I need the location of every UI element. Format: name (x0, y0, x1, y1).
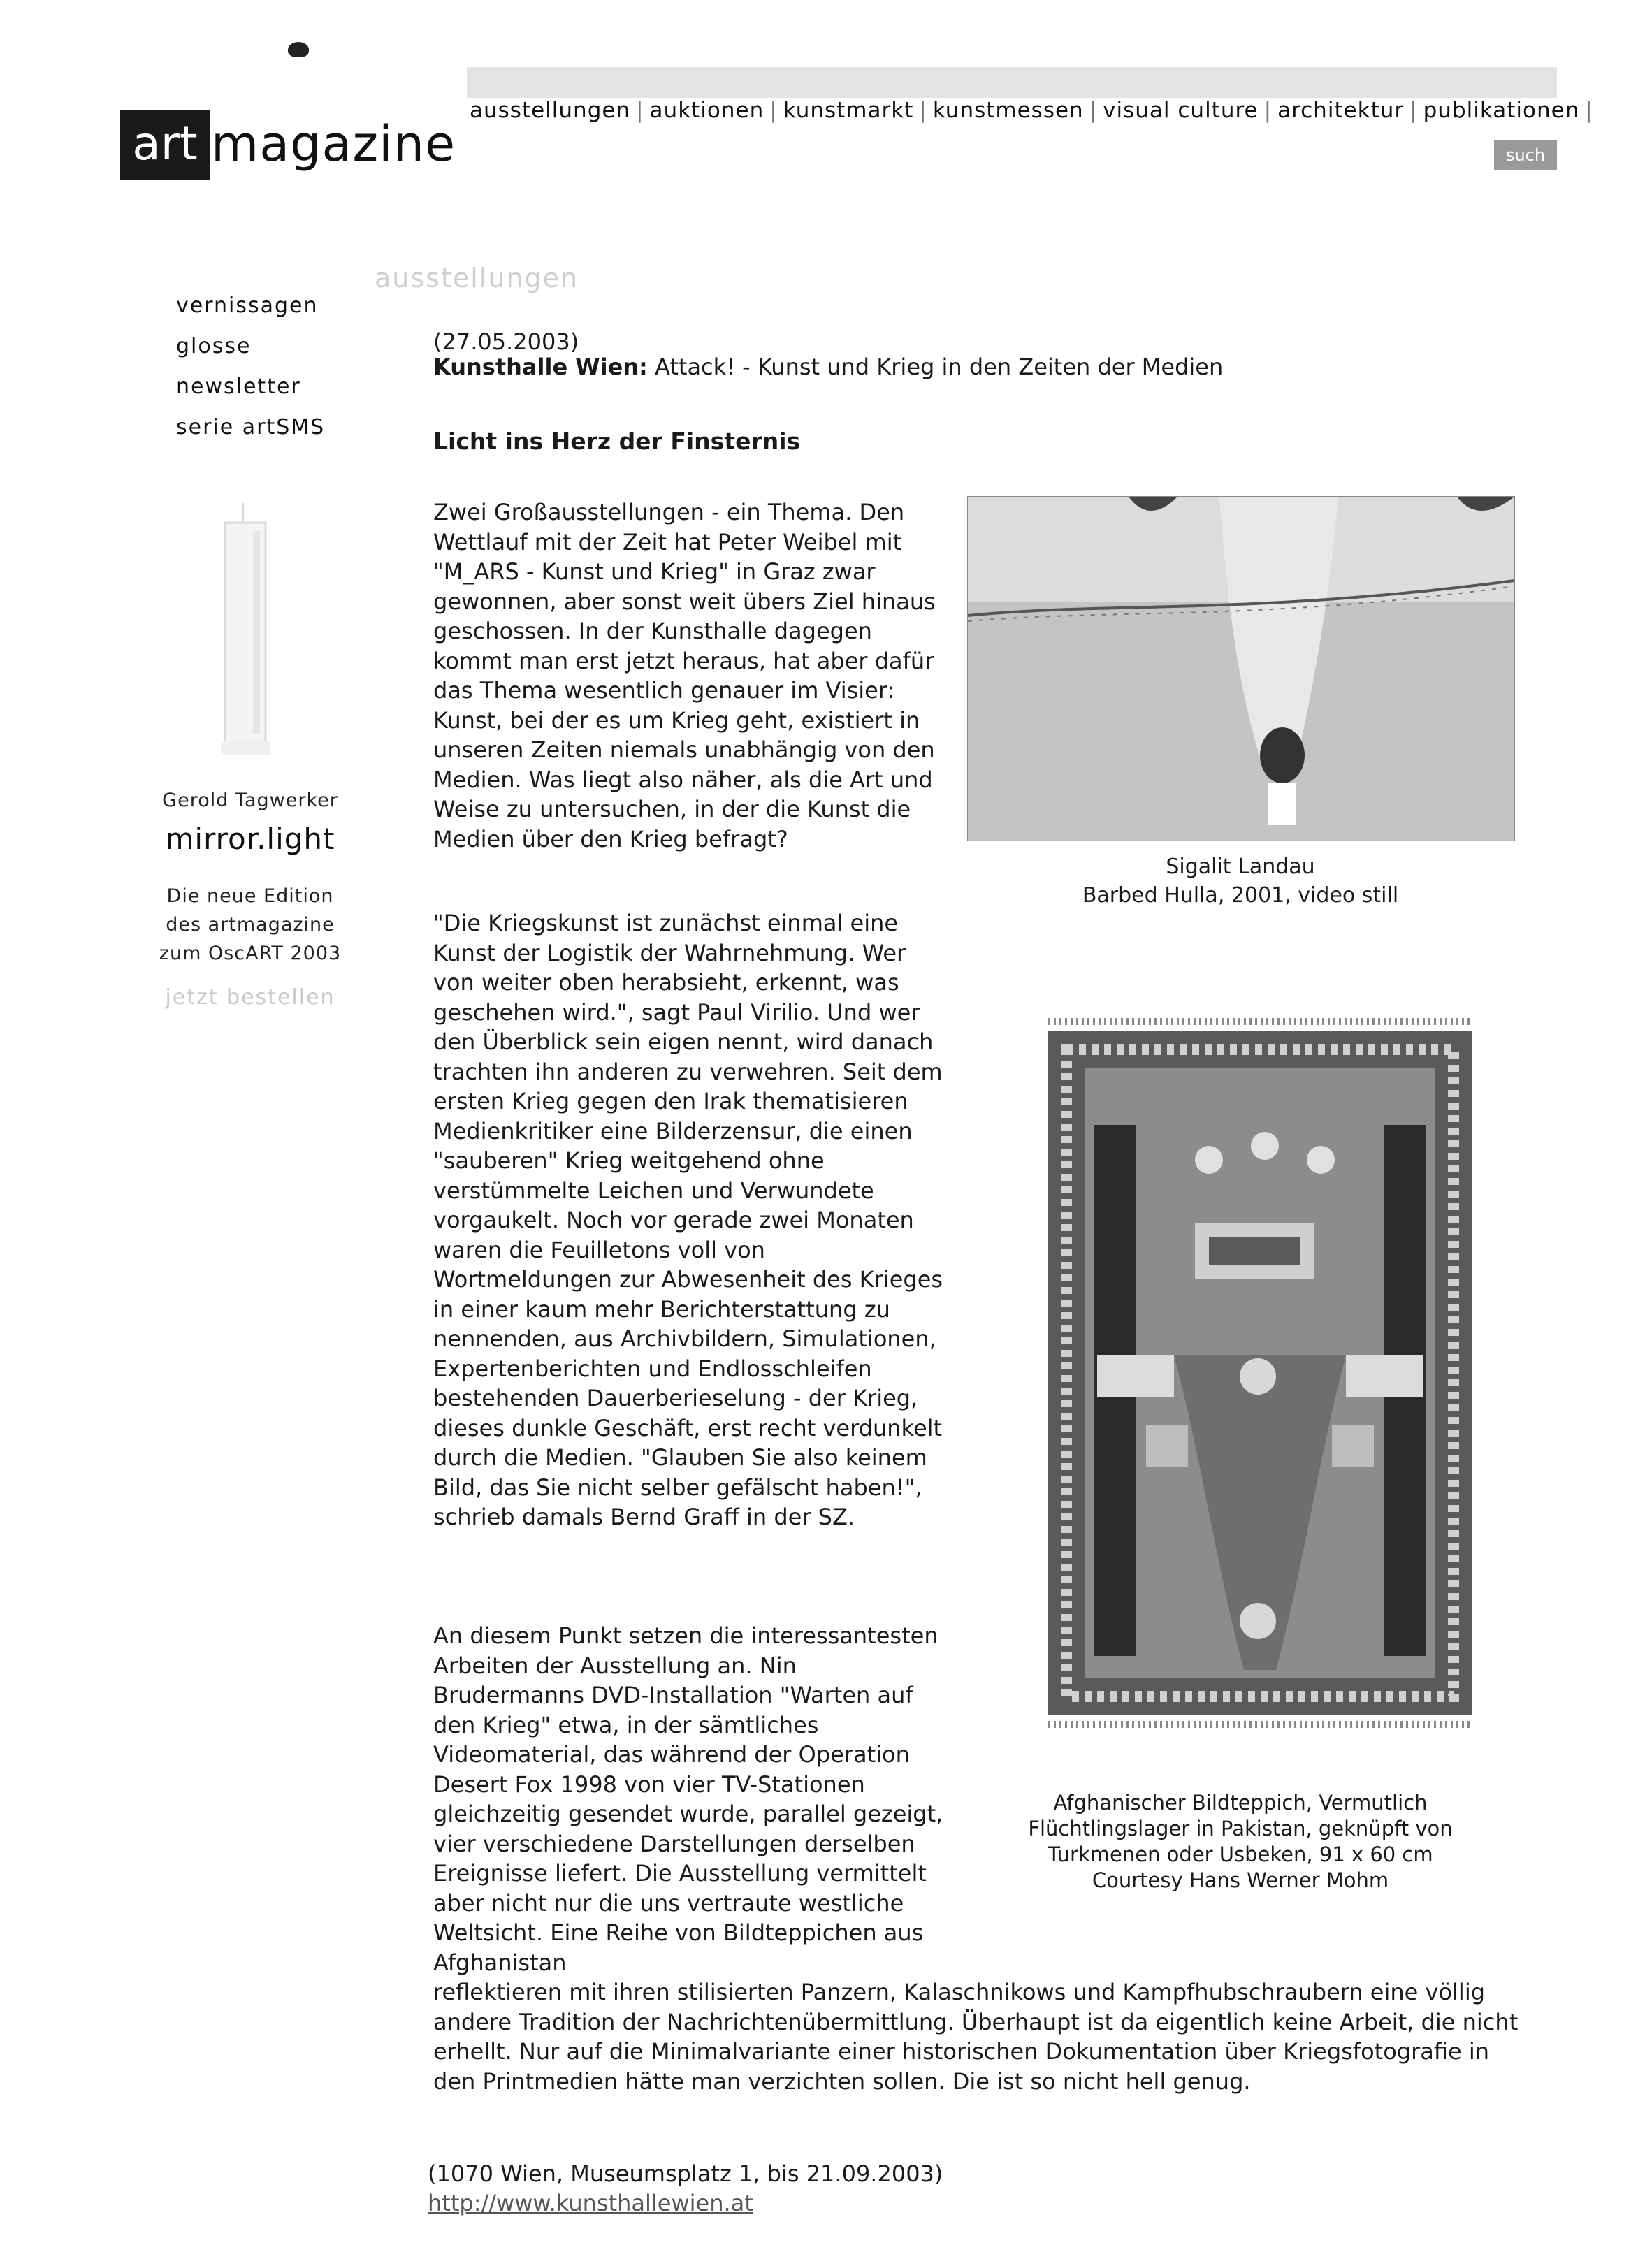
sidebar-link-newsletter[interactable]: newsletter (176, 375, 301, 399)
nav-item-ausstellungen[interactable]: ausstellungen (470, 98, 631, 123)
edition-title[interactable]: mirror.light (165, 822, 335, 856)
rug-caption (967, 1790, 1514, 1893)
nav-item-auktionen[interactable]: auktionen (649, 98, 764, 123)
article-paragraph: "Die Kriegskunst ist zunächst einmal eine Kunst der Logistik der Wahrnehmung. Wer von weiter oben herabsieht, erkennt, was geschehen wird.", sagt Paul Virilio. Und wer den Überblick sein eigen nennt, wird danach trachten ihn anderen zu verwehren. Seit dem ersten Krieg gegen den Irak thematisieren Medienkritiker eine Bilderzensur, die einen "sauberen" Krieg weitgehend ohne verstümmelte Leichen und Verwundete vorgaukelt. Noch vor gerade zwei Monaten waren die Feuilletons voll von Wortmeldungen zur Abwesenheit des Krieges in einer kaum mehr Berichterstattung zu nennenden, aus Archivbildern, Simulationen, Expertenberichten und Endlosschleifen bestehenden Dauerberieselung - der Krieg, dieses dunkle Geschäft, erst recht verdunkelt durch die Medien. "Glauben Sie also keinem Bild, das Sie nicht selber gefälscht haben!", schrieb damals Bernd Graff in der SZ. (433, 910, 943, 1530)
exhibition-info (428, 2159, 943, 2218)
nav-band (467, 67, 1557, 98)
sidebar-link-glosse[interactable]: glosse (176, 334, 252, 358)
exhibition-details: (1070 Wien, Museumsplatz 1, bis 21.09.2003) (428, 2160, 943, 2187)
edition-desc-line: zum OscART 2003 (159, 943, 342, 964)
nav-separator: | (1263, 98, 1273, 123)
nav-separator: | (636, 98, 644, 123)
caption-line: Turkmenen oder Usbeken, 91 x 60 cm (1048, 1842, 1433, 1866)
article-paragraph: reflektieren mit ihren stilisierten Panzern, Kalaschnikows und Kampfhubschraubern eine völlig andere Tradition der Nachrichtenübermittlung. Überhaupt ist da eigentlich keine Arbeit, die nicht erhellt. Nur auf die Minimalvariante einer historischen Dokumentation über Kriegsfotografie in den Printmedien hätte man verzichten sollen. Die ist so nicht hell genug. (433, 1979, 1519, 2095)
logo-art: art (120, 110, 210, 180)
article-headline (433, 354, 1223, 380)
caption-line: Afghanischer Bildteppich, Vermutlich (1053, 1791, 1428, 1815)
article-paragraph: Zwei Großausstellungen - ein Thema. Den Wettlauf mit der Zeit hat Peter Weibel mit "M_ARS - Kunst und Krieg" in Graz zwar gewonnen, aber sonst weit übers Ziel hinaus geschossen. In der Kunsthalle dagegen kommt man erst jetzt heraus, hat aber dafür das Thema wesentlich genauer im Visier: Kunst, bei der es um Krieg geht, existiert in unseren Zeiten niemals unabhängig von den Medien. Was liegt also näher, als die Art und Weise zu untersuchen, in der die Kunst die Medien über den Krieg befragt? (433, 499, 936, 852)
article-subhead: Licht ins Herz der Finsternis (433, 428, 801, 455)
nav-separator: | (1409, 98, 1418, 123)
logo-magazine: magazine (211, 115, 456, 173)
article-paragraph: An diesem Punkt setzen die interessantesten Arbeiten der Ausstellung an. Nin Brudermanns DVD-Installation "Warten auf den Krieg" etwa, in der sämtliches Videomaterial, das während der Operation Desert Fox 1998 von vier TV-Stationen gleichzeitig gesendet wurde, parallel gezeigt, vier verschiedene Darstellungen derselben Ereignisse liefert. Die Ausstellung vermittelt aber nicht nur die uns vertraute westliche Weltsicht. Eine Reihe von Bildteppichen aus Afghanistan (433, 1622, 943, 1976)
article-title: Attack! - Kunst und Krieg in den Zeiten der Medien (655, 354, 1224, 380)
caption-line: Barbed Hulla, 2001, video still (1082, 883, 1399, 908)
nav-separator: | (1089, 98, 1098, 123)
scan-mark (288, 42, 309, 57)
main-nav (470, 98, 1599, 123)
nav-item-kunstmessen[interactable]: kunstmessen (932, 98, 1084, 123)
search-button[interactable]: such (1494, 140, 1557, 170)
caption-line: Flüchtlingslager in Pakistan, geknüpft von (1028, 1817, 1453, 1840)
order-link[interactable]: jetzt bestellen (165, 985, 335, 1010)
edition-desc-line: des artmagazine (166, 914, 335, 936)
sidebar-link-vernissagen[interactable]: vernissagen (176, 293, 319, 318)
photo-caption (967, 852, 1514, 910)
exhibition-url[interactable]: http://www.kunsthallewien.at (428, 2190, 753, 2216)
nav-item-publikationen[interactable]: publikationen (1423, 98, 1580, 123)
artwork-photo-afghan-rug (1034, 1006, 1486, 1740)
nav-separator: | (1585, 98, 1593, 123)
nav-separator: | (919, 98, 927, 123)
site-logo[interactable] (120, 103, 470, 180)
edition-author: Gerold Tagwerker (162, 790, 338, 811)
sidebar-link-serie-artsms[interactable]: serie artSMS (176, 415, 326, 439)
article-date: (27.05.2003) (433, 328, 579, 355)
section-title: ausstellungen (375, 263, 579, 293)
edition-image[interactable] (207, 503, 284, 762)
caption-line: Sigalit Landau (1166, 855, 1315, 879)
caption-line: Courtesy Hans Werner Mohm (1092, 1868, 1389, 1892)
nav-separator: | (769, 98, 778, 123)
edition-description (137, 882, 363, 968)
nav-item-visual-culture[interactable]: visual culture (1103, 98, 1259, 123)
nav-item-kunstmarkt[interactable]: kunstmarkt (783, 98, 914, 123)
article-venue: Kunsthalle Wien: (433, 354, 648, 380)
artwork-photo-barbed-hulla (967, 496, 1515, 841)
nav-item-architektur[interactable]: architektur (1277, 98, 1405, 123)
edition-desc-line: Die neue Edition (166, 885, 334, 907)
